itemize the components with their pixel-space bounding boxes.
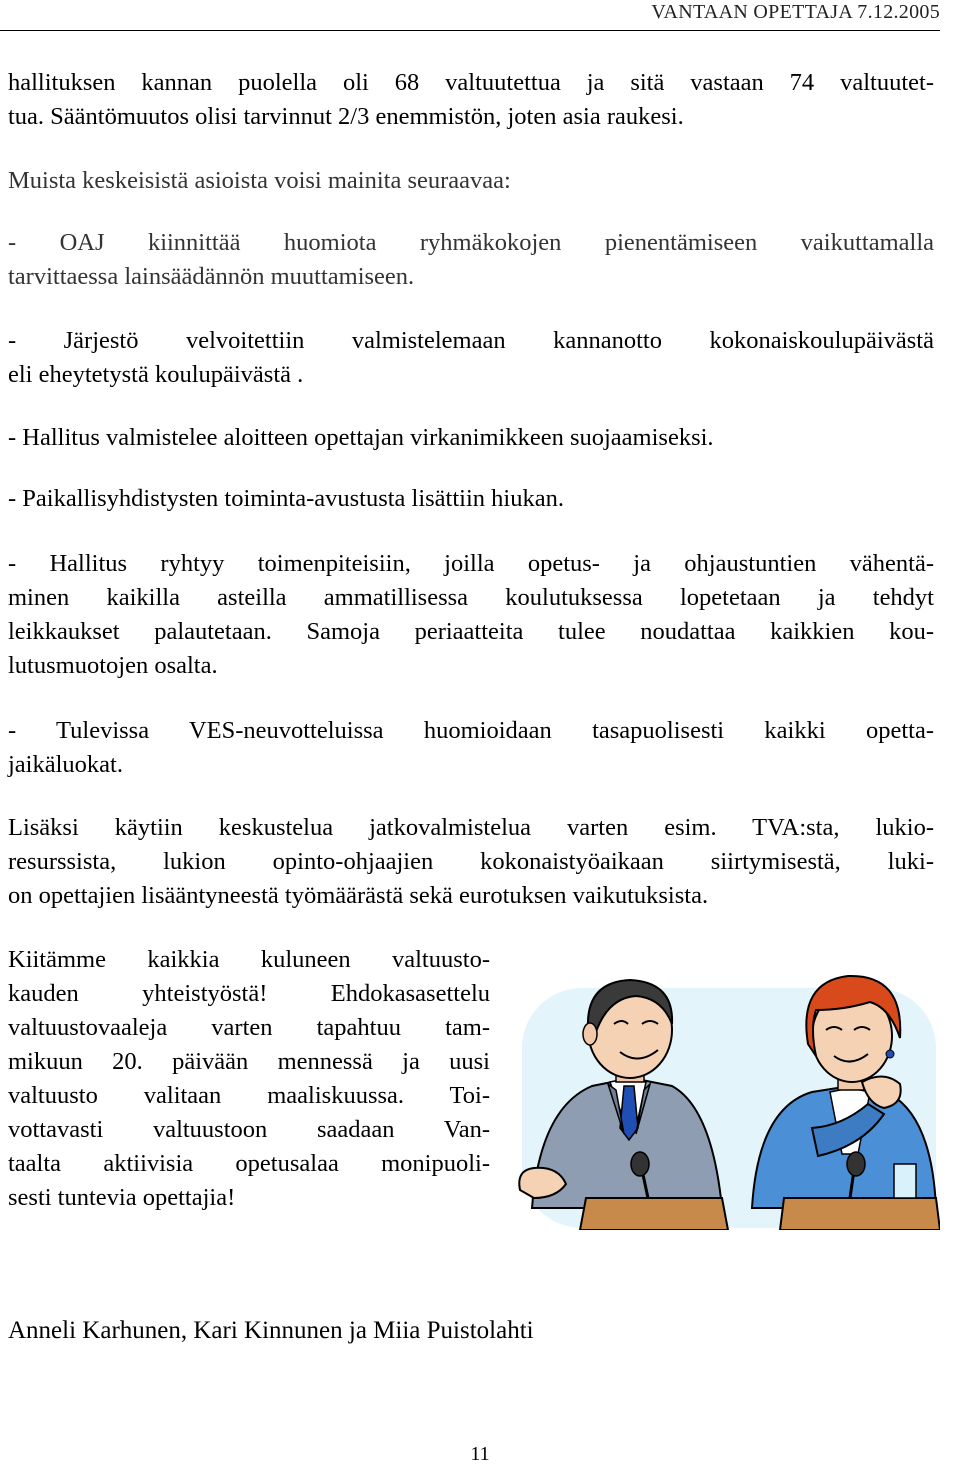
text-line: kauden yhteistyöstä! Ehdokasasettelu: [8, 980, 490, 1007]
page-header: [0, 0, 940, 31]
text-line: tarvittaessa lainsäädännön muuttamiseen.: [8, 263, 415, 290]
page-number: 11: [470, 1443, 490, 1465]
text-line: vottavasti valtuustoon saadaan Van-: [8, 1116, 490, 1143]
text-line: sesti tuntevia opettajia!: [8, 1184, 236, 1211]
text-line: - Hallitus ryhtyy toimenpiteisiin, joilla opetus- ja ohjaustuntien vähentä-: [8, 550, 934, 577]
text-line: eli eheytetystä koulupäivästä .: [8, 361, 304, 388]
publication-title: VANTAAN OPETTAJA 7.12.2005: [651, 1, 940, 23]
text-line: taalta aktiivisia opetusalaa monipuoli-: [8, 1150, 490, 1177]
text-line: - OAJ kiinnittää huomiota ryhmäkokojen pienentämiseen vaikuttamalla: [8, 229, 934, 256]
paragraph-ves: [8, 714, 934, 782]
paragraph-further-discussion: [8, 811, 934, 913]
signature-authors: Anneli Karhunen, Kari Kinnunen ja Miia Puistolahti: [8, 1317, 534, 1344]
paragraph-job-title: [8, 421, 934, 455]
paragraph-local-grants: [8, 482, 934, 516]
paragraph-closing: [8, 943, 490, 1215]
paragraph-vocational: [8, 547, 934, 683]
text-line: leikkaukset palautetaan. Samoja periaatteita tulee noudattaa kaikkien kou-: [8, 618, 934, 645]
text-line: Muista keskeisistä asioista voisi mainita seuraavaa:: [8, 167, 511, 194]
text-line: Lisäksi käytiin keskustelua jatkovalmistelua varten esim. TVA:sta, lukio-: [8, 814, 934, 841]
paragraph-vote-result: [8, 66, 934, 134]
paragraph-school-day: [8, 324, 934, 392]
text-line: lutusmuotojen osalta.: [8, 652, 218, 679]
text-line: jaikäluokat.: [8, 751, 123, 778]
text-line: Kiitämme kaikkia kuluneen valtuusto-: [8, 946, 490, 973]
text-line: - Järjestö velvoitettiin valmistelemaan kannanotto kokonaiskoulupäivästä: [8, 327, 934, 354]
text-line: hallituksen kannan puolella oli 68 valtuutettua ja sitä vastaan 74 valtuutet-: [8, 69, 934, 96]
text-line: on opettajien lisääntyneestä työmäärästä sekä eurotuksen vaikutuksista.: [8, 882, 709, 909]
text-line: - Tulevissa VES-neuvotteluissa huomioidaan tasapuolisesti kaikki opetta-: [8, 717, 934, 744]
text-line: minen kaikilla asteilla ammatillisessa koulutuksessa lopetetaan ja tehdyt: [8, 584, 934, 611]
speakers-illustration: [512, 958, 940, 1230]
paragraph-class-size: [8, 226, 934, 294]
text-line: resurssista, lukion opinto-ohjaajien kokonaistyöaikaan siirtymisestä, luki-: [8, 848, 934, 875]
text-line: valtuustovaaleja varten tapahtuu tam-: [8, 1014, 490, 1041]
text-line: - Paikallisyhdistysten toiminta-avustusta lisättiin hiukan.: [8, 485, 564, 512]
text-line: mikuun 20. päivään mennessä ja uusi: [8, 1048, 490, 1075]
paragraph-intro: [8, 164, 934, 198]
text-line: tua. Sääntömuutos olisi tarvinnut 2/3 enemmistön, joten asia raukesi.: [8, 103, 684, 130]
text-line: - Hallitus valmistelee aloitteen opettajan virkanimikkeen suojaamiseksi.: [8, 424, 714, 451]
text-line: valtuusto valitaan maaliskuussa. Toi-: [8, 1082, 490, 1109]
